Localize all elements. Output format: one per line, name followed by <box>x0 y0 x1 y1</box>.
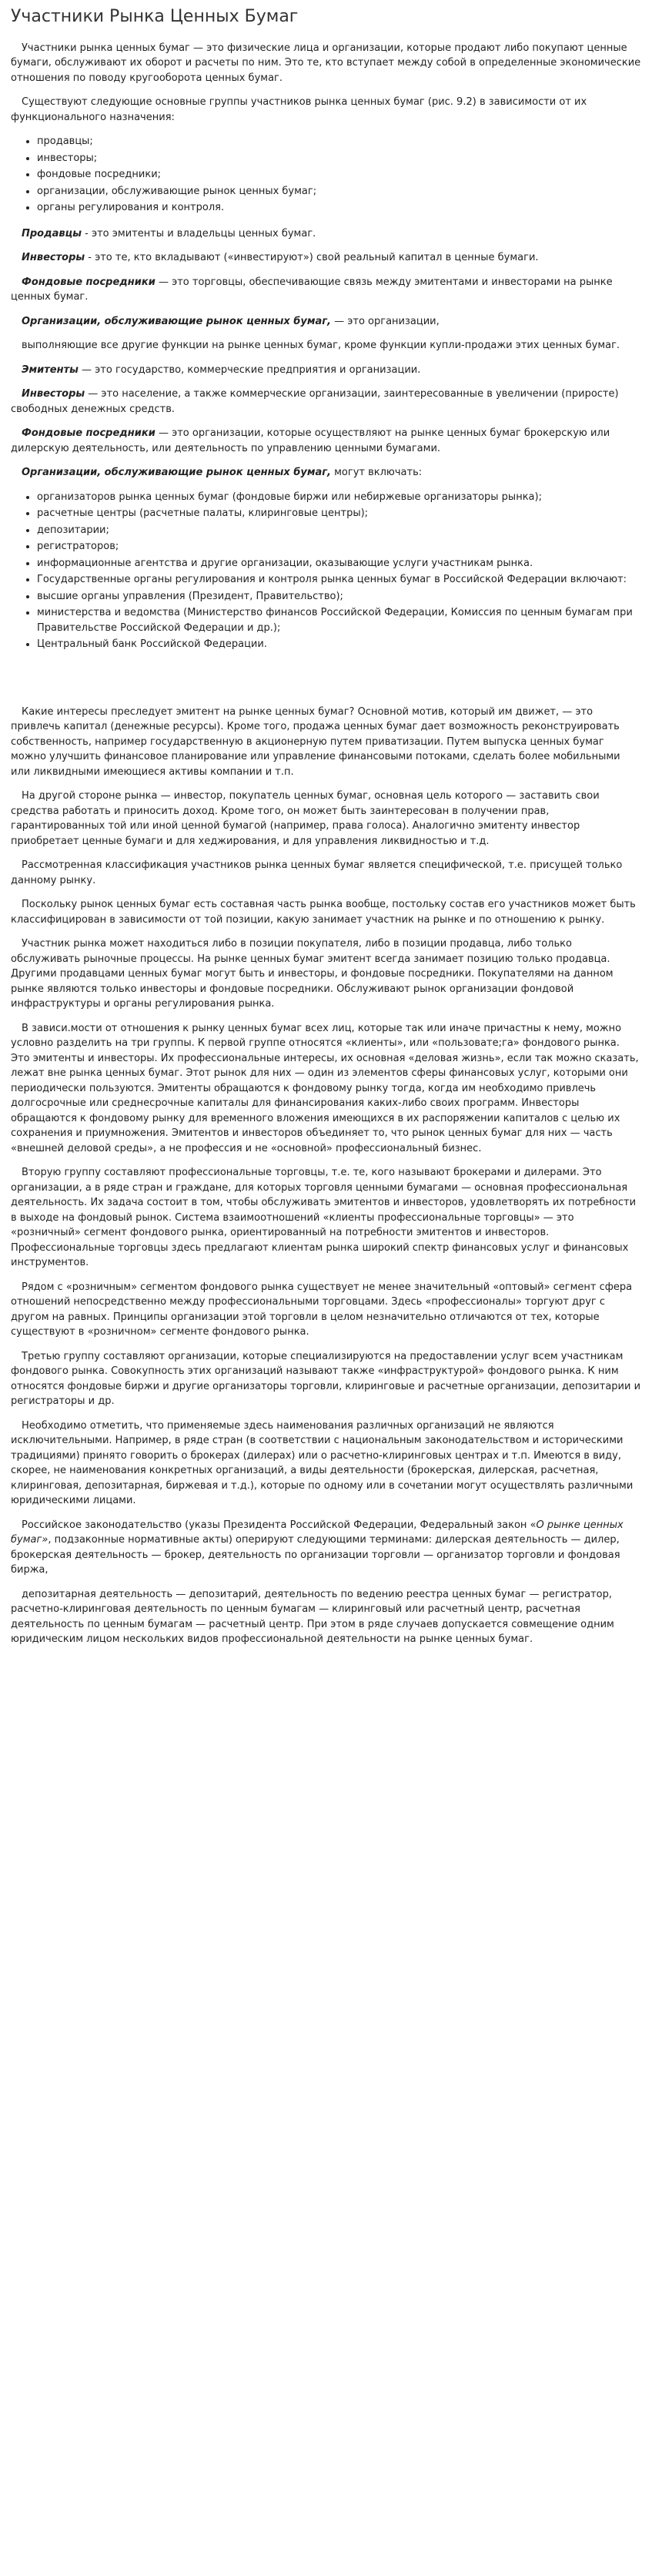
term-issuers: Эмитенты <box>22 363 79 376</box>
list-item: • организации, обслуживающие рынок ценных бумаг; <box>37 184 641 199</box>
paragraph-text: Российское законодательство (указы Президента Российской Федерации, Федеральный закон « <box>22 1519 537 1531</box>
list-item: • организаторов рынка ценных бумаг (фондовые биржи или небиржевые организаторы рынка); <box>37 490 641 505</box>
body-paragraph: Третью группу составляют организации, которые специализируются на предоставлении услуг всем участникам фондового рынка. Совокупность этих организаций называют также «инфраструктурой» фондового рынка. К ним относятся фондовые биржи и другие организаторы торговли, клиринговые и расчетные организации, депозитарии и регистраторы и др. <box>11 1350 641 1408</box>
intro-paragraph: Участники рынка ценных бумаг — это физические лица и организации, которые продают либо покупают ценные бумаги, обслуживают их оборот и расчеты по ним. Это те, кто вступает между собой в определенные экономические отношения по поводу кругооборота ценных бумаг. <box>11 42 641 84</box>
body-paragraph: Вторую группу составляют профессиональные торговцы, т.е. те, кого называют брокерами и дилерами. Это организации, а в ряде стран и граждане, для которых торговля ценными бумагами — основная профессиональная деятельность. Их задача состоит в том, чтобы обслуживать эмитентов и инвесторов, удовлетворять их потребности в выходе на фондовый рынок. Система взаимоотношений «клиенты профессиональные торговцы» — это «розничный» сегмент фондового рынка, ориентированный на потребности эмитентов и инвесторов. Профессиональные торговцы здесь предлагают клиентам рынка широкий спектр финансовых услуг и финансовых инструментов. <box>11 1167 637 1269</box>
definition-investors <box>11 250 641 266</box>
definition-text: — это организации, <box>330 315 440 327</box>
list-item: • депозитарии; <box>37 523 641 538</box>
definition-text: могут включать: <box>330 467 423 479</box>
paragraph-text: , подзаконные нормативные акты) оперируют следующими терминами: дилерская деятельность — дилер, брокерская деятельность — брокер, деятельность по организации торговли — организатор торговли и фондовая биржа, <box>11 1534 620 1576</box>
definition-text: — это население, а также коммерческие организации, заинтересованные в увеличении (приросте) свободных денежных средств. <box>11 388 619 415</box>
body-paragraph <box>11 1518 641 1578</box>
definition-service-orgs-2 <box>11 465 641 481</box>
list-item: • высшие органы управления (Президент, Правительство); <box>37 589 641 605</box>
law-title: О рынке ценных бумаг» <box>11 1519 624 1546</box>
body-paragraph: Необходимо отметить, что применяемые здесь наименования различных организаций не являются исключительными. Например, в ряде стран (в соответствии с национальным законодательством и историческими традициями) принято говорить о брокерах (дилерах) или о расчетно-клиринговых центрах и т.п. Имеются в виду, скорее, не наименования конкретных организаций, а виды деятельности (брокерская, дилерская, расчетная, клиринговая, депозитарная, биржевая и т.д.), которые по одному или в сочетании могут осуществлять различными юридическими лицами. <box>11 1419 634 1507</box>
definition-text: - это те, кто вкладывают («инвестируют») свой реальный капитал в ценные бумаги. <box>85 252 539 264</box>
body-paragraph: В зависи.мости от отношения к рынку ценных бумаг всех лиц, которые так или иначе причастны к нему, можно условно разделить на три группы. К первой группе относятся «клиенты», или «пользовате;га» фондового рынка. Это эмитенты и инвесторы. Их профессиональные интересы, их основная «деловая жизнь», если так можно сказать, лежат вне рынка ценных бумаг. Этот рынок для них — один из элементов сферы финансовых услуг, которыми они периодически пользуются. Эмитенты обращаются к фондовому рынку тогда, когда им необходимо привлечь долгосрочные или среднесрочные капиталы для финансирования каких-либо своих программ. Инвесторы обращаются к фондовому рынку для временного вложения имеющихся в их распоряжении капиталов с целью их сохранения и приумножения. Эмитентов и инвесторов объединяет то, что рынок ценных бумаг для них — часть «внешней деловой среды», а не профессия и не «основной» профессиональный бизнес. <box>11 1022 639 1154</box>
body-paragraph: депозитарная деятельность — депозитарий, деятельность по ведению реестра ценных бумаг — регистратор, расчетно-клиринговая деятельность по ценным бумагам — клиринговый или расчетный центр, расчетная деятельность по ценным бумагам — расчетный центр. При этом в ряде случаев допускается совмещение одним юридическим лицом нескольких видов профессиональной деятельности на рынке ценных бумаг. <box>11 1588 614 1646</box>
body-paragraph: Рядом с «розничным» сегментом фондового рынка существует не менее значительный «оптовый» сегмент сфера отношений непосредственно между профессиональными торговцами. Здесь «профессионалы» торгуют друг с другом на равных. Принципы организации этой торговли в целом незначительно отличаются от тех, которые существуют в «розничном» сегменте фондового рынка. <box>11 1281 633 1338</box>
definition-service-orgs <box>11 314 641 330</box>
term-investors: Инвесторы <box>22 252 85 264</box>
definition-issuers <box>11 363 641 378</box>
groups-intro-paragraph: Существуют следующие основные группы участников рынка ценных бумаг (рис. 9.2) в зависимости от их функционального назначения: <box>11 96 587 123</box>
term-brokers: Фондовые посредники <box>22 427 155 440</box>
term-service-orgs: Организации, обслуживающие рынок ценных бумаг, <box>22 467 331 479</box>
body-paragraph: Поскольку рынок ценных бумаг есть составная часть рынка вообще, постольку состав его участников может быть классифицирован в зависимости от той позиции, какую занимает участник на рынке и по отношению к рынку. <box>11 899 636 926</box>
definition-investors-2 <box>11 387 641 417</box>
definition-text: — это организации, которые осуществляют на рынке ценных бумаг брокерскую или дилерскую деятельность, или деятельность по управлению ценными бумагами. <box>11 427 610 454</box>
definition-sellers <box>11 226 641 242</box>
list-item: • регистраторов; <box>37 539 641 554</box>
definition-text: — это государство, коммерческие предприятия и организации. <box>78 363 421 376</box>
definition-brokers-2 <box>11 426 641 456</box>
term-sellers: Продавцы <box>22 227 82 240</box>
definition-text: — это торговцы, обеспечивающие связь между эмитентами и инвесторами на рынке ценных бумаг. <box>11 276 613 303</box>
list-item: • Центральный банк Российской Федерации. <box>37 637 641 652</box>
section-gap <box>11 663 641 705</box>
list-item: • инвесторы; <box>37 151 641 166</box>
list-item: • министерства и ведомства (Министерство финансов Российской Федерации, Комиссия по ценным бумагам при Правительстве Российской Федерации и др.); <box>37 605 641 635</box>
body-paragraph: Какие интересы преследует эмитент на рынке ценных бумаг? Основной мотив, который им движет, — это привлечь капитал (денежные ресурсы). Кроме того, продажа ценных бумаг дает возможность реконструировать собственность, например государственную в акционерную путем приватизации. Путем выпуска ценных бумаг можно улучшить финансовое планирование или управление финансовыми потоками, сделать более мобильными или ликвидными имеющиеся активы компании и т.п. <box>11 705 620 778</box>
term-service-orgs: Организации, обслуживающие рынок ценных бумаг, <box>22 315 331 327</box>
definition-text: - это эмитенты и владельцы ценных бумаг. <box>82 227 316 240</box>
list-item: • фондовые посредники; <box>37 167 641 183</box>
list-item: • информационные агентства и другие организации, оказывающие услуги участникам рынка. <box>37 556 641 571</box>
definition-service-orgs-cont: выполняющие все другие функции на рынке ценных бумаг, кроме функции купли-продажи этих ценных бумаг. <box>22 340 620 352</box>
term-investors: Инвесторы <box>22 388 85 400</box>
list-item: • расчетные центры (расчетные палаты, клиринговые центры); <box>37 506 641 521</box>
participant-groups-list <box>11 134 641 216</box>
list-item: • продавцы; <box>37 134 641 149</box>
term-brokers: Фондовые посредники <box>22 276 155 288</box>
body-paragraph: Участник рынка может находиться либо в позиции покупателя, либо в позиции продавца, либо только обслуживать рыночные процессы. На рынке ценных бумаг эмитент всегда занимает позицию только продавца. Другими продавцами ценных бумаг могут быть и инвесторы, и фондовые посредники. Покупателями на данном рынке являются только инвесторы и фондовые посредники. Обслуживают рынок организации фондовой инфраструктуры и органы регулирования рынка. <box>11 938 614 1010</box>
body-paragraph: Рассмотренная классификация участников рынка ценных бумаг является специфической, т.е. присущей только данному рынку. <box>11 859 623 886</box>
definition-brokers <box>11 275 641 305</box>
page-title: Участники Рынка Ценных Бумаг <box>11 7 299 26</box>
service-orgs-list <box>11 490 641 652</box>
list-item: • Государственные органы регулирования и контроля рынка ценных бумаг в Российской Федерации включают: <box>37 572 641 588</box>
body-paragraph: На другой стороне рынка — инвестор, покупатель ценных бумаг, основная цель которого — заставить свои средства работать и приносить доход. Кроме того, он может быть заинтересован в получении прав, гарантированных той или иной ценной бумагой (например, права голоса). Аналогично эмитенту инвестор приобретает ценные бумаги и для хеджирования, и для управления ликвидностью и т.д. <box>11 790 600 847</box>
list-item: • органы регулирования и контроля. <box>37 200 641 216</box>
